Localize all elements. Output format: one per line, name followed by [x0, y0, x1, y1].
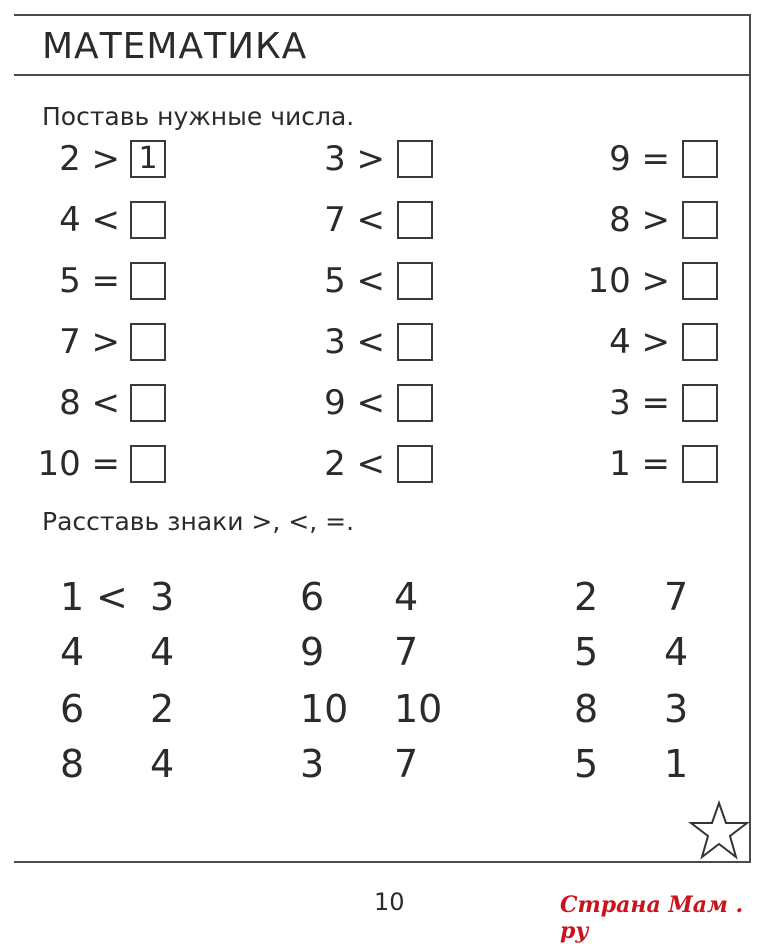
- compare-left-number: 1: [60, 575, 85, 619]
- compare-left-number: 4: [60, 630, 85, 674]
- compare-right-number: 10: [394, 687, 443, 731]
- fill-in-expression: 10 >: [587, 261, 670, 301]
- compare-right-number: 7: [394, 742, 419, 786]
- fill-in-expression: 9 <: [324, 383, 385, 423]
- compare-right-number: 4: [394, 575, 419, 619]
- fill-in-expression: 5 <: [324, 261, 385, 301]
- fill-in-expression: 1 =: [609, 444, 670, 484]
- compare-right-number: 1: [664, 742, 689, 786]
- fill-in-item: [0, 320, 768, 364]
- compare-left-number: 8: [574, 687, 599, 731]
- fill-in-item: [0, 198, 768, 242]
- fill-in-item: [0, 381, 768, 425]
- fill-in-expression: 2 >: [59, 139, 120, 179]
- answer-box[interactable]: [682, 262, 718, 300]
- answer-box[interactable]: [682, 445, 718, 483]
- fill-in-expression: 10 =: [37, 444, 120, 484]
- compare-sign-slot[interactable]: [612, 684, 642, 734]
- compare-right-number: 3: [150, 575, 175, 619]
- fill-in-expression: 3 <: [324, 322, 385, 362]
- compare-sign-slot[interactable]: [612, 739, 642, 789]
- compare-sign-slot[interactable]: [96, 684, 126, 734]
- compare-sign-slot[interactable]: [96, 739, 126, 789]
- compare-right-number: 7: [664, 575, 689, 619]
- answer-box[interactable]: [682, 384, 718, 422]
- compare-left-number: 8: [60, 742, 85, 786]
- fill-in-expression: 5 =: [59, 261, 120, 301]
- page-title: МАТЕМАТИКА: [42, 26, 308, 67]
- compare-right-number: 4: [150, 630, 175, 674]
- fill-in-expression: 4 >: [609, 322, 670, 362]
- compare-left-number: 5: [574, 630, 599, 674]
- fill-in-expression: 4 <: [59, 200, 120, 240]
- compare-sign-slot[interactable]: [96, 627, 126, 677]
- page-number: 10: [374, 888, 405, 916]
- title-divider: [14, 74, 751, 76]
- fill-in-expression: 3 =: [609, 383, 670, 423]
- compare-right-number: 4: [150, 742, 175, 786]
- compare-right-number: 3: [664, 687, 689, 731]
- compare-sign-slot[interactable]: [612, 572, 642, 622]
- answer-box[interactable]: [682, 140, 718, 178]
- fill-in-item: [0, 137, 768, 181]
- compare-sign-slot[interactable]: [340, 684, 370, 734]
- compare-left-number: 6: [60, 687, 85, 731]
- compare-left-number: 2: [574, 575, 599, 619]
- fill-in-expression: 8 >: [609, 200, 670, 240]
- compare-sign-slot[interactable]: <: [96, 575, 128, 619]
- instruction-fill-numbers: Поставь нужные числа.: [42, 102, 355, 131]
- answer-box[interactable]: 1: [130, 140, 166, 178]
- fill-in-expression: 2 <: [324, 444, 385, 484]
- instruction-place-signs: Расставь знаки >, <, =.: [42, 507, 355, 536]
- watermark-logo: Страна Мам . ру: [560, 892, 744, 944]
- fill-in-item: [0, 259, 768, 303]
- compare-right-number: 7: [394, 630, 419, 674]
- compare-left-number: 10: [300, 687, 349, 731]
- fill-in-expression: 3 >: [324, 139, 385, 179]
- compare-right-number: 2: [150, 687, 175, 731]
- fill-in-expression: 7 <: [324, 200, 385, 240]
- compare-sign-slot[interactable]: [340, 572, 370, 622]
- fill-in-expression: 9 =: [609, 139, 670, 179]
- compare-left-number: 5: [574, 742, 599, 786]
- answer-box[interactable]: [682, 201, 718, 239]
- fill-in-item: [0, 442, 768, 486]
- compare-left-number: 6: [300, 575, 325, 619]
- compare-sign-slot[interactable]: [340, 739, 370, 789]
- compare-sign-slot[interactable]: [340, 627, 370, 677]
- compare-left-number: 3: [300, 742, 325, 786]
- fill-in-expression: 7 >: [59, 322, 120, 362]
- compare-sign-slot[interactable]: [612, 627, 642, 677]
- answer-box[interactable]: [682, 323, 718, 361]
- fill-in-expression: 8 <: [59, 383, 120, 423]
- compare-right-number: 4: [664, 630, 689, 674]
- star-icon: [688, 800, 750, 862]
- compare-left-number: 9: [300, 630, 325, 674]
